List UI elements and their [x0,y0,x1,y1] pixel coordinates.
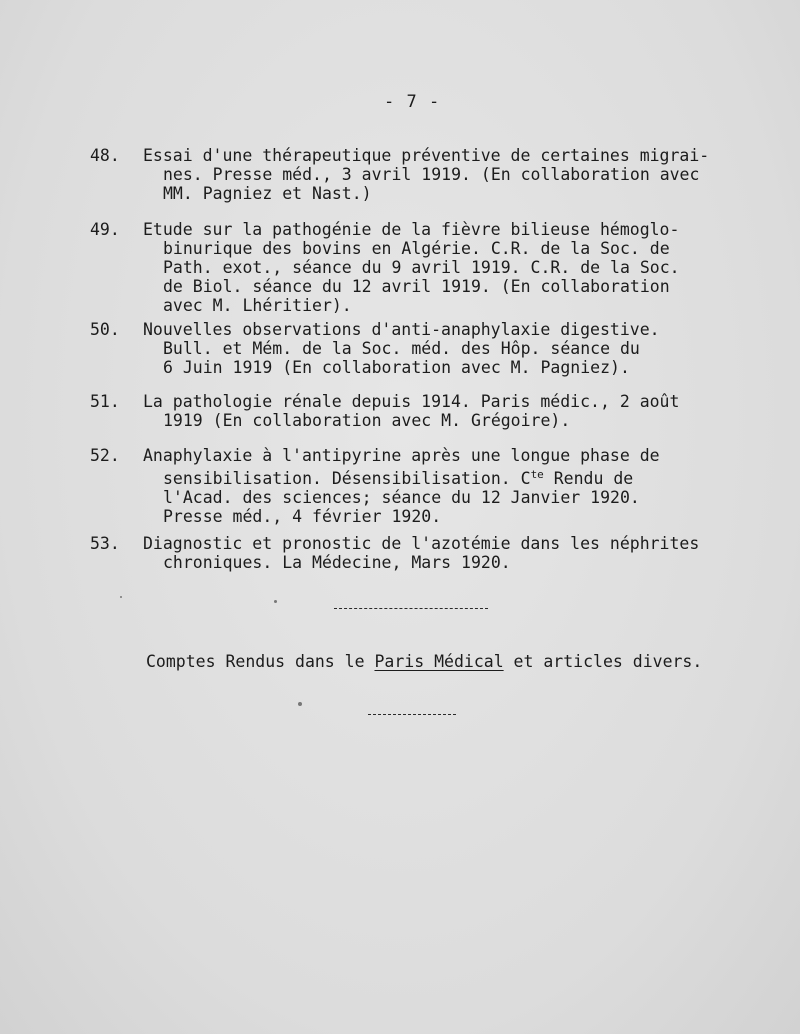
entry-line: Anaphylaxie à l'antipyrine après une longue phase de [143,446,660,465]
footer-underlined-title: Paris Médical [374,652,504,671]
list-item [90,534,770,572]
list-item [90,320,770,377]
entry-line: de Biol. séance du 12 avril 1919. (En collaboration [163,277,670,296]
list-item [90,392,770,430]
divider-line [334,608,488,609]
entry-line-part: sensibilisation. Désensibilisation. [163,469,521,488]
divider-line [368,714,456,715]
paper-speck [274,600,277,603]
page-number: - 7 - [384,92,441,112]
entry-text [143,320,770,377]
entry-line: Path. exot., séance du 9 avril 1919. C.R. de la Soc. [163,258,680,277]
entry-text [143,146,770,203]
entry-text [143,534,770,572]
entry-line: avec M. Lhéritier). [163,296,352,315]
footer-text-after: et articles divers. [503,652,703,671]
entry-line: 6 Juin 1919 (En collaboration avec M. Pagniez). [163,358,630,377]
footer-note [146,652,702,671]
entry-number: 51. [90,392,120,411]
entry-text [143,446,770,526]
entry-line: Bull. et Mém. de la Soc. méd. des Hôp. séance du [163,339,640,358]
list-item [90,220,770,315]
entry-number: 52. [90,446,120,465]
footer-text-before: Comptes Rendus dans le [146,652,375,671]
entry-line: 1919 (En collaboration avec M. Grégoire). [163,411,571,430]
entry-line: Diagnostic et pronostic de l'azotémie dans les néphrites [143,534,700,553]
entry-line: Etude sur la pathogénie de la fièvre bilieuse hémoglo- [143,220,680,239]
entry-line: Essai d'une thérapeutique préventive de certaines migrai- [143,146,710,165]
entry-line: nes. Presse méd., 3 avril 1919. (En collaboration avec [163,165,700,184]
entry-number: 49. [90,220,120,239]
entry-line-part: C [520,469,531,488]
entry-number: 50. [90,320,120,339]
list-item [90,146,770,203]
entry-line: chroniques. La Médecine, Mars 1920. [163,553,511,572]
entry-text [143,220,770,315]
entry-line: MM. Pagniez et Nast.) [163,184,372,203]
entry-line: binurique des bovins en Algérie. C.R. de la Soc. de [163,239,670,258]
entry-line: La pathologie rénale depuis 1914. Paris médic., 2 août [143,392,680,411]
paper-speck [298,702,302,706]
entry-line: Nouvelles observations d'anti-anaphylaxie digestive. [143,320,660,339]
superscript: te [530,468,544,481]
entry-line [143,465,770,488]
entry-line: Presse méd., 4 février 1920. [163,507,442,526]
paper-speck [120,596,122,598]
entry-text [143,392,770,430]
list-item [90,446,770,526]
entry-number: 53. [90,534,120,553]
entry-line: l'Acad. des sciences; séance du 12 Janvier 1920. [163,488,640,507]
entry-line-part: Rendu de [543,469,634,488]
entry-number: 48. [90,146,120,165]
